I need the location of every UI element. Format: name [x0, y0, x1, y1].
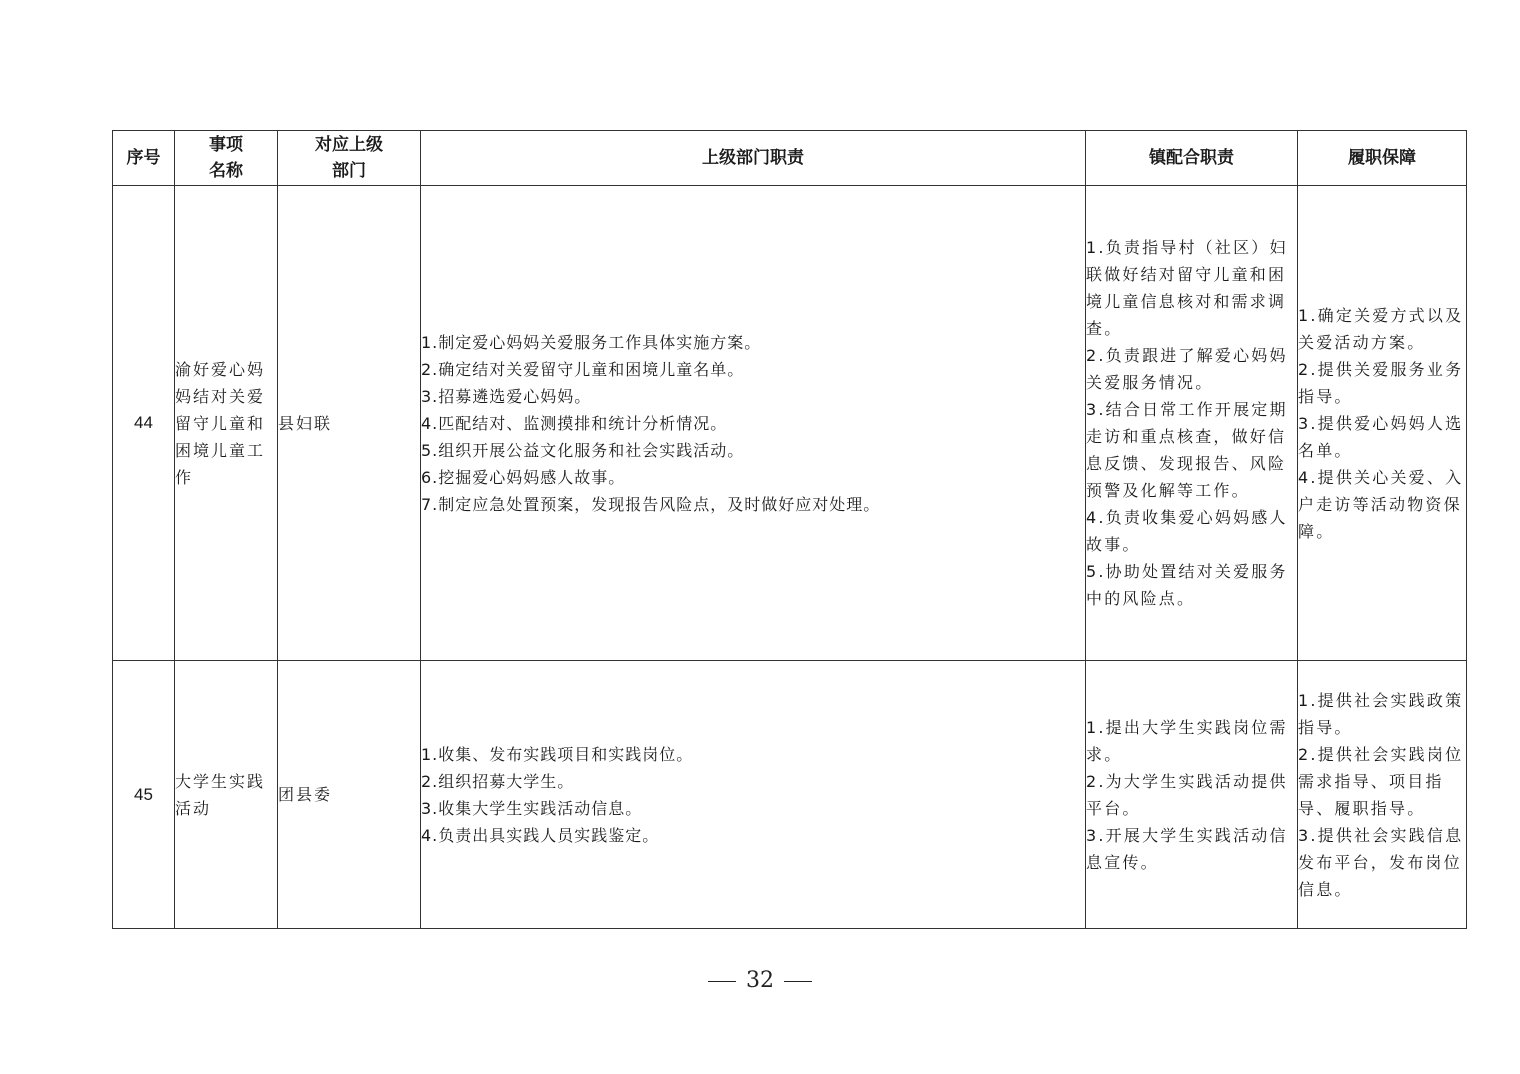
duties-table	[112, 130, 1467, 929]
duty-item: 1.提出大学生实践岗位需求。	[1086, 717, 1288, 764]
header-upper-duties: 上级部门职责	[421, 131, 1086, 186]
duty-item: 2.组织招募大学生。	[421, 771, 575, 791]
guarantee-item: 3.提供社会实践信息发布平台，发布岗位信息。	[1298, 825, 1464, 899]
item-name: 渝好爱心妈妈结对关爱留守儿童和困境儿童工作	[175, 186, 278, 661]
duty-item: 5.协助处置结对关爱服务中的风险点。	[1086, 562, 1288, 608]
upper-duties	[421, 186, 1086, 661]
header-upper-dept: 对应上级 部门	[278, 131, 421, 186]
duty-item: 7.制定应急处置预案，发现报告风险点，及时做好应对处理。	[421, 494, 881, 514]
table-row	[113, 661, 1467, 929]
row-number: 45	[113, 661, 175, 929]
header-guarantee: 履职保障	[1298, 131, 1467, 186]
guarantee	[1298, 661, 1467, 929]
duty-item: 1.收集、发布实践项目和实践岗位。	[421, 744, 694, 764]
guarantee-item: 2.提供关爱服务业务指导。	[1298, 359, 1464, 406]
guarantee-item: 1.提供社会实践政策指导。	[1298, 690, 1464, 737]
header-item-name: 事项 名称	[175, 131, 278, 186]
row-number: 44	[113, 186, 175, 661]
town-duties	[1086, 661, 1298, 929]
dash-right	[784, 981, 812, 982]
duty-item: 4.匹配结对、监测摸排和统计分析情况。	[421, 413, 728, 433]
duty-item: 2.负责跟进了解爱心妈妈关爱服务情况。	[1086, 346, 1288, 392]
duty-item: 5.组织开展公益文化服务和社会实践活动。	[421, 440, 745, 460]
duty-item: 3.结合日常工作开展定期走访和重点核查，做好信息反馈、发现报告、风险预警及化解等工作。	[1086, 400, 1288, 500]
header-num: 序号	[113, 131, 175, 186]
guarantee	[1298, 186, 1467, 661]
duty-item: 1.负责指导村（社区）妇联做好结对留守儿童和困境儿童信息核对和需求调查。	[1086, 238, 1288, 338]
guarantee-item: 4.提供关心关爱、入户走访等活动物资保障。	[1298, 467, 1464, 541]
duty-item: 3.开展大学生实践活动信息宣传。	[1086, 825, 1288, 872]
upper-dept: 县妇联	[278, 186, 421, 661]
header-row	[113, 131, 1467, 186]
duty-item: 4.负责出具实践人员实践鉴定。	[421, 825, 660, 845]
duty-item: 1.制定爱心妈妈关爱服务工作具体实施方案。	[421, 332, 762, 352]
guarantee-item: 3.提供爱心妈妈人选名单。	[1298, 413, 1464, 460]
town-duties	[1086, 186, 1298, 661]
table-row	[113, 186, 1467, 661]
guarantee-item: 1.确定关爱方式以及关爱活动方案。	[1298, 305, 1464, 352]
guarantee-item: 2.提供社会实践岗位需求指导、项目指导、履职指导。	[1298, 744, 1464, 818]
duty-item: 6.挖掘爱心妈妈感人故事。	[421, 467, 626, 487]
duty-item: 2.确定结对关爱留守儿童和困境儿童名单。	[421, 359, 745, 379]
item-name: 大学生实践活动	[175, 661, 278, 929]
duty-item: 3.招募遴选爱心妈妈。	[421, 386, 592, 406]
upper-duties	[421, 661, 1086, 929]
upper-dept: 团县委	[278, 661, 421, 929]
page-number	[0, 968, 1520, 993]
header-town-duties: 镇配合职责	[1086, 131, 1298, 186]
page-number-value: 32	[746, 968, 774, 993]
dash-left	[708, 981, 736, 982]
duty-item: 2.为大学生实践活动提供平台。	[1086, 771, 1288, 818]
duty-item: 4.负责收集爱心妈妈感人故事。	[1086, 508, 1288, 554]
duty-item: 3.收集大学生实践活动信息。	[421, 798, 643, 818]
